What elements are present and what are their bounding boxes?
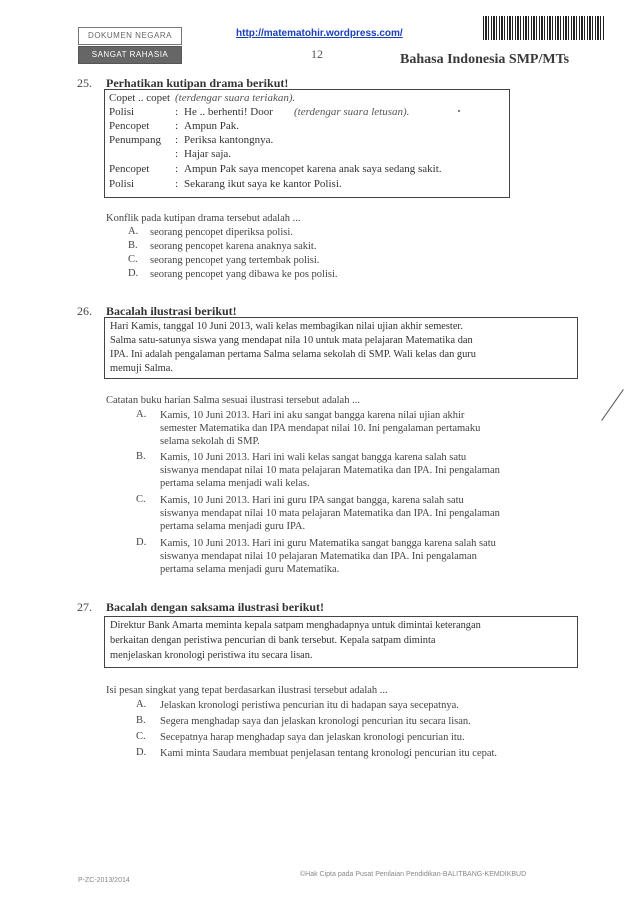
option-letter: A. [136,699,147,710]
option-letter: C. [136,731,146,742]
question-number: 27. [77,600,92,614]
option-line: Kamis, 10 Juni 2013. Hari ini guru Matematika sangat bangga karena salah satu [160,538,496,549]
dialog-text: Sekarang ikut saya ke kantor Polisi. [184,178,342,190]
option-text: Jelaskan kronologi peristiwa pencurian itu di hadapan saya secepatnya. [160,700,459,711]
illustration-box [104,317,578,379]
stamp-dokumen-negara: DOKUMEN NEGARA [78,27,182,45]
illustration-line: IPA. Ini adalah pengalaman pertama Salma selama sekolah di SMP. Wali kelas dan guru [110,349,476,360]
dialog-speaker: Polisi [109,106,135,118]
option-line: pertama selama menjadi guru Matematika. [160,564,340,575]
option-line: Kamis, 10 Juni 2013. Hari ini guru IPA sangat bangga, karena salah satu [160,495,464,506]
question-number: 26. [77,304,92,318]
option-letter: A. [136,409,147,420]
illustration-line: Direktur Bank Amarta meminta kepala satpam menghadapnya untuk dimintai keterangan [110,620,481,631]
option-letter: D. [136,747,147,758]
option-text: Secepatnya harap menghadap saya dan jelaskan kronologi pencurian itu. [160,732,465,743]
dialog-speaker: Pencopet [109,120,150,132]
illustration-line: memuji Salma. [110,363,173,374]
option-letter: C. [136,494,146,505]
dialog-text: Ampun Pak saya mencopet karena anak saya sedang sakit. [184,163,442,175]
dialog-speaker: Copet .. copet [109,92,171,104]
option-letter: C. [128,254,138,265]
pen-mark-icon [601,389,624,421]
dialog-colon: : [175,106,179,118]
dialog-colon: : [175,178,179,190]
stamp-sangat-rahasia: SANGAT RAHASIA [78,46,182,64]
barcode-icon [483,16,605,40]
dialog-stage-note: (terdengar suara letusan). [294,106,410,118]
option-line: siswanya mendapat nilai 10 mata pelajaran Matematika dan IPA. Ini pengalaman [160,508,500,519]
option-text: Kami minta Saudara membuat penjelasan tentang kronologi pencurian itu cepat. [160,748,498,759]
option-text: Segera menghadap saya dan jelaskan kronologi pencurian itu secara lisan. [160,716,471,727]
dialog-text: (terdengar suara teriakan). [175,92,296,104]
dialog-speaker: Penumpang [109,134,161,146]
footer-copyright: ©Hak Cipta pada Pusat Penilaian Pendidikan-BALITBANG-KEMDIKBUD [300,871,527,878]
option-text: seorang pencopet karena anaknya sakit. [150,241,317,252]
option-letter: A. [128,226,139,237]
question-number: 25. [77,76,92,90]
option-letter: D. [128,268,139,279]
subject-title: Bahasa Indonesia SMP/MTs [400,52,570,67]
illustration-line: menjelaskan kronologi peristiwa itu secara lisan. [110,650,313,661]
option-line: Kamis, 10 Juni 2013. Hari ini aku sangat bangga karena nilai ujian akhir [160,410,465,421]
dialog-text: Periksa kantongnya. [184,134,274,146]
page-number: 12 [311,47,323,61]
question-text: Konflik pada kutipan drama tersebut adalah ... [106,213,301,224]
illustration-line: Hari Kamis, tanggal 10 Juni 2013, wali kelas membagikan nilai ujian akhir semester. [110,321,463,332]
option-line: pertama selama menjadi guru IPA. [160,521,306,532]
drama-excerpt-box [104,89,510,198]
option-line: siswanya mendapat nilai 10 mata pelajaran Matematika dan IPA. Ini pengalaman [160,465,500,476]
option-text: seorang pencopet yang tertembak polisi. [150,255,320,266]
option-line: selama sekolah di SMP. [160,436,260,447]
option-line: Kamis, 10 Juni 2013. Hari ini wali kelas sangat bangga karena salah satu [160,452,467,463]
option-letter: D. [136,537,147,548]
question-title: Bacalah ilustrasi berikut! [106,304,237,318]
footer-code: P-ZC-2013/2014 [78,877,130,884]
dialog-speaker: Pencopet [109,163,150,175]
dialog-speaker: Polisi [109,178,135,190]
dialog-text: Ampun Pak. [184,120,239,132]
option-letter: B. [128,240,138,251]
question-text: Isi pesan singkat yang tepat berdasarkan ilustrasi tersebut adalah ... [106,685,388,696]
option-line: siswanya mendapat nilai 10 pelajaran Matematika dan IPA. Ini pengalaman [160,551,477,562]
question-title: Perhatikan kutipan drama berikut! [106,76,289,90]
dialog-colon: : [175,163,179,175]
dialog-colon: : [175,120,179,132]
illustration-box [104,616,578,668]
dialog-colon: : [175,148,179,160]
illustration-line: berkaitan dengan peristiwa pencurian di bank tersebut. Kepala satpam diminta [110,635,436,646]
option-text: seorang pencopet yang dibawa ke pos polisi. [150,269,338,280]
question-text: Catatan buku harian Salma sesuai ilustrasi tersebut adalah ... [106,395,360,406]
question-title: Bacalah dengan saksama ilustrasi berikut! [106,600,325,614]
option-letter: B. [136,451,146,462]
option-letter: B. [136,715,146,726]
dialog-text: Hajar saja. [184,148,232,160]
option-line: pertama selama menjadi wali kelas. [160,478,310,489]
dialog-text: He .. berhenti! Door [184,106,273,118]
option-text: seorang pencopet diperiksa polisi. [150,227,293,238]
option-line: semester Matematika dan IPA mendapat nilai 10. Ini pengalaman pertamaku [160,423,481,434]
dot-mark-icon [458,110,460,112]
illustration-line: Salma satu-satunya siswa yang mendapat nila 10 untuk mata pelajaran Matematika dan [110,335,473,346]
dialog-colon: : [175,134,179,146]
source-url-link[interactable]: http://matematohir.wordpress.com/ [236,28,403,39]
